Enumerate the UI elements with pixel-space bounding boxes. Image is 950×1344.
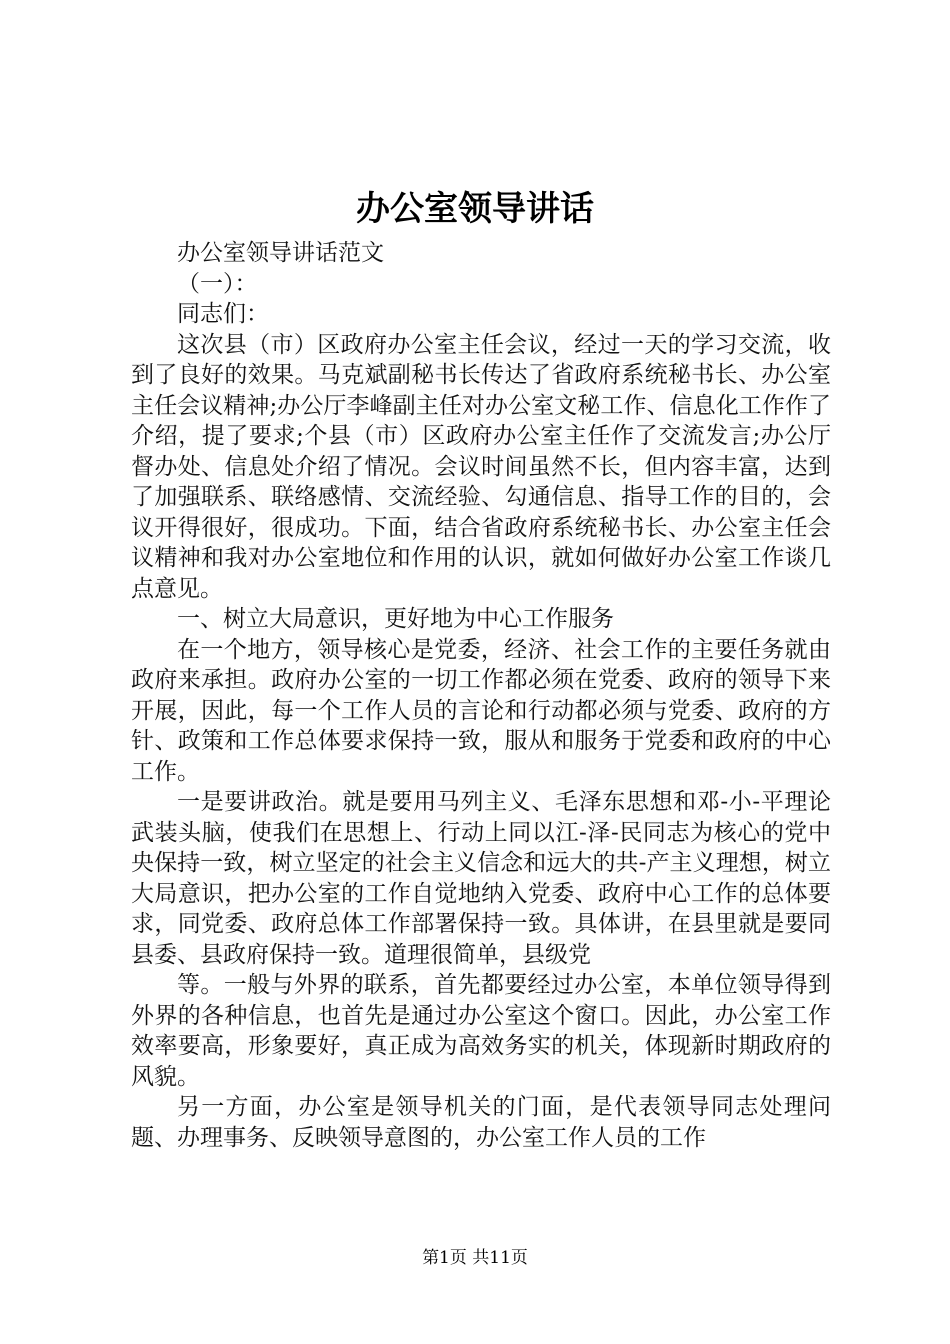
paragraph: 等。一般与外界的联系，首先都要经过办公室，本单位领导得到外界的各种信息，也首先是通过办公室这个窗口。因此，办公室工作效率要高，形象要好，真正成为高效务实的机关，体现新时期政府的风貌。 — [131, 972, 831, 1090]
page-number-footer: 第1页 共11页 — [422, 1248, 528, 1268]
document-title: 办公室领导讲话 — [356, 189, 594, 229]
paragraph: 这次县（市）区政府办公室主任会议，经过一天的学习交流，收到了良好的效果。马克斌副秘书长传达了省政府系统秘书长、办公室主任会议精神;办公厅李峰副主任对办公室文秘工作、信息化工作作了介绍，提了要求;个县（市）区政府办公室主任作了交流发言;办公厅督办处、信息处介绍了情况。会议时间虽然不长，但内容丰富，达到了加强联系、联络感情、交流经验、勾通信息、指导工作的目的，会议开得很好，很成功。下面，结合省政府系统秘书长、办公室主任会议精神和我对办公室地位和作用的认识，就如何做好办公室工作谈几点意见。 — [131, 331, 831, 602]
paragraph: （一）： — [177, 270, 258, 297]
paragraph: 同志们： — [177, 301, 269, 327]
document-body — [131, 238, 831, 1153]
paragraph: 办公室领导讲话范文 — [177, 240, 384, 266]
paragraph: 另一方面，办公室是领导机关的门面，是代表领导同志处理问题、办理事务、反映领导意图的，办公室工作人员的工作 — [131, 1094, 831, 1151]
paragraph: 一是要讲政治。就是要用马列主义、毛泽东思想和邓-小-平理论武装头脑，使我们在思想上、行动上同以江-泽-民同志为核心的党中央保持一致，树立坚定的社会主义信念和远大的共-产主义理想，树立大局意识，把办公室的工作自觉地纳入党委、政府中心工作的总体要求，同党委、政府总体工作部署保持一致。具体讲，在县里就是要同县委、县政府保持一致。道理很简单，县级党 — [131, 789, 831, 968]
section-heading: 一、树立大局意识，更好地为中心工作服务 — [177, 606, 614, 632]
paragraph: 在一个地方，领导核心是党委，经济、社会工作的主要任务就由政府来承担。政府办公室的一切工作都必须在党委、政府的领导下来开展，因此，每一个工作人员的言论和行动都必须与党委、政府的方针、政策和工作总体要求保持一致，服从和服务于党委和政府的中心工作。 — [131, 636, 831, 785]
